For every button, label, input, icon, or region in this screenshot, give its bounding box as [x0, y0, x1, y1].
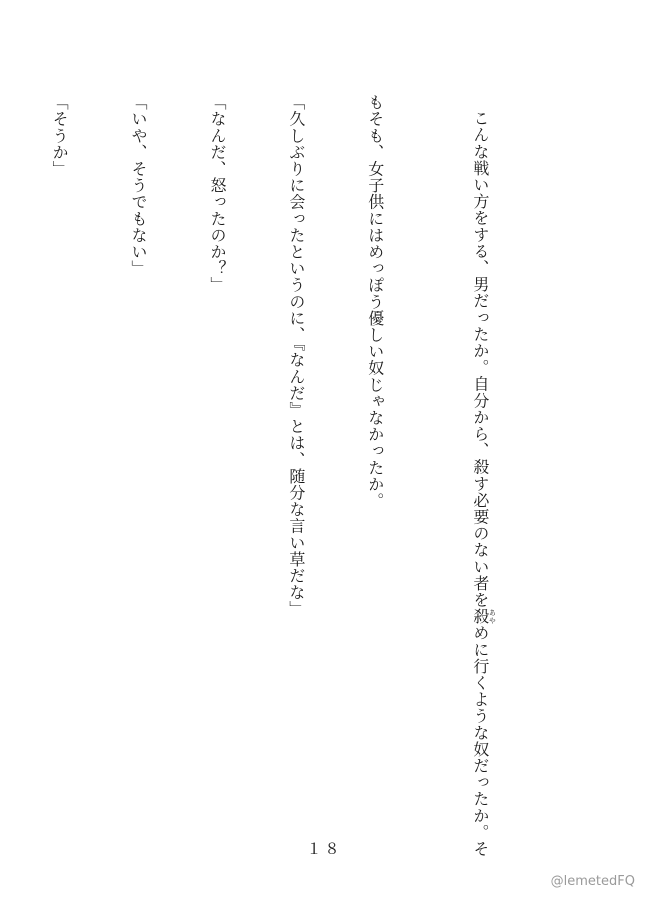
text-line-1: こんな戦い方をする、男だったか。自分から、殺す必要のない者を殺あやめに行くような奴だったか。そ	[470, 110, 497, 858]
dialogue-line-1: 「久しぶりに会ったというのに、『なんだ』とは、随分な言い草だな」	[286, 94, 306, 618]
ruby-word: 殺あや	[470, 608, 497, 625]
ruby-reading: あや	[488, 608, 497, 625]
watermark: @lemetedFQ	[550, 874, 635, 889]
dialogue-line-2: 「なんだ、怒ったのか？」	[207, 94, 227, 294]
dialogue-line-3: 「いや、そうでもない」	[129, 94, 149, 277]
text-line-2: もそも、女子供にはめっぽう優しい奴じゃなかったか。	[365, 94, 385, 509]
ruby-line-tail: めに行くような奴だったか。そ	[470, 624, 490, 858]
dialogue-line-4: 「そうか」	[50, 94, 70, 177]
page-number: １８	[306, 840, 343, 858]
